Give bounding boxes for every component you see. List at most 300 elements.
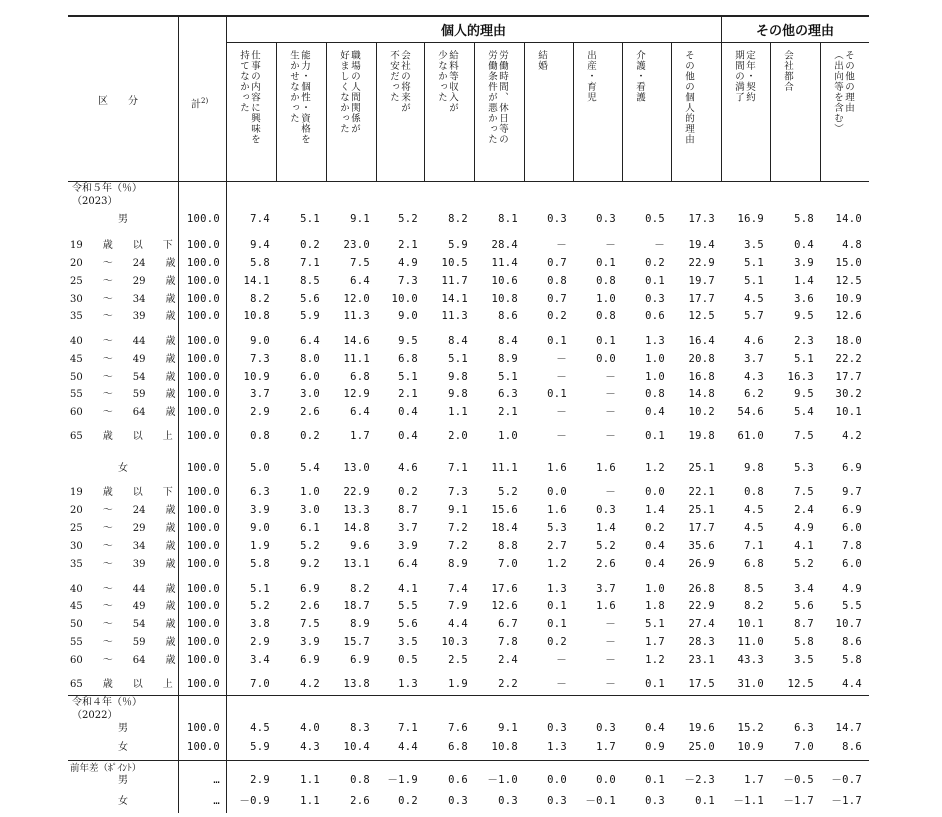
table-cell: 0.8 [250, 430, 270, 442]
table-cell: 28.3 [688, 636, 715, 648]
table-cell: 6.9 [300, 583, 320, 595]
table-cell: 100.0 [186, 540, 220, 552]
table-cell: 1.7 [596, 741, 616, 753]
table-cell: 100.0 [186, 371, 220, 383]
row-label-sex: 女 [118, 463, 128, 474]
table-cell: 8.2 [250, 293, 270, 305]
total-divider-lower [226, 695, 227, 813]
table-cell: 9.5 [794, 388, 814, 400]
column-header: 会社の将来が 不安だった [388, 50, 410, 113]
table-cell: 0.2 [398, 795, 418, 807]
row-label-age: 35 ～ 39 歳 [70, 559, 176, 570]
row-label-age: 55 ～ 59 歳 [70, 389, 176, 400]
table-cell: 14.1 [243, 275, 270, 287]
table-cell: －1.1 [733, 795, 764, 807]
table-cell: 0.0 [596, 774, 616, 786]
table-cell: 10.4 [343, 741, 370, 753]
table-cell: 9.1 [350, 213, 370, 225]
table-cell: 8.5 [744, 583, 764, 595]
table-cell: －1.7 [783, 795, 814, 807]
column-header: 結婚 [536, 50, 547, 71]
table-cell: －1.7 [831, 795, 862, 807]
table-cell: 0.8 [596, 310, 616, 322]
table-cell: 2.1 [398, 239, 418, 251]
table-cell: 12.5 [688, 310, 715, 322]
table-cell: 10.8 [243, 310, 270, 322]
table-cell: 6.1 [300, 522, 320, 534]
table-cell: 12.5 [835, 275, 862, 287]
section-rule [68, 695, 869, 696]
table-cell: 43.3 [737, 654, 764, 666]
table-cell: 5.2 [300, 540, 320, 552]
table-cell: － [605, 406, 616, 418]
table-cell: 1.0 [645, 583, 665, 595]
table-cell: 0.1 [645, 275, 665, 287]
table-cell: … [213, 774, 220, 786]
total-header: 計$^{2)}$ [191, 97, 209, 111]
table-cell: 35.6 [688, 540, 715, 552]
table-cell: 8.8 [498, 540, 518, 552]
table-cell: 15.0 [835, 257, 862, 269]
table-cell: 7.5 [794, 430, 814, 442]
table-cell: 13.1 [343, 558, 370, 570]
table-cell: 1.2 [547, 558, 567, 570]
table-cell: 4.0 [300, 722, 320, 734]
table-cell: 5.4 [794, 406, 814, 418]
table-cell: 0.4 [398, 430, 418, 442]
table-cell: 4.2 [300, 678, 320, 690]
table-cell: 3.5 [794, 654, 814, 666]
table-cell: 1.4 [794, 275, 814, 287]
table-cell: －0.7 [831, 774, 862, 786]
section-rule [68, 760, 869, 761]
table-cell: 100.0 [186, 486, 220, 498]
table-cell: 5.9 [448, 239, 468, 251]
table-cell: 12.9 [343, 388, 370, 400]
section-subtitle: （2022） [72, 710, 118, 721]
column-header: その他の個人的理由 [683, 50, 694, 145]
table-cell: 31.0 [737, 678, 764, 690]
table-cell: 4.4 [842, 678, 862, 690]
row-label-age: 45 ～ 49 歳 [70, 601, 176, 612]
row-label-age: 55 ～ 59 歳 [70, 637, 176, 648]
row-label-age: 40 ～ 44 歳 [70, 584, 176, 595]
table-cell: 1.0 [645, 371, 665, 383]
column-header: その他の理由 （出向等を含む） [832, 50, 854, 134]
table-cell: 14.8 [688, 388, 715, 400]
table-cell: 0.1 [645, 430, 665, 442]
table-cell: 100.0 [186, 636, 220, 648]
table-cell: 7.2 [448, 540, 468, 552]
total-footnote-mark: 2) [201, 97, 209, 105]
table-cell: 0.3 [596, 722, 616, 734]
column-header: 介護・看護 [634, 50, 645, 103]
column-divider [770, 42, 771, 181]
table-cell: 10.0 [391, 293, 418, 305]
table-cell: 28.4 [491, 239, 518, 251]
table-cell: 1.9 [448, 678, 468, 690]
table-cell: 1.6 [596, 462, 616, 474]
table-cell: 0.2 [398, 486, 418, 498]
table-cell: 11.7 [441, 275, 468, 287]
table-cell: 0.2 [300, 239, 320, 251]
row-label-age: 35 ～ 39 歳 [70, 311, 176, 322]
table-cell: 9.0 [398, 310, 418, 322]
row-label-age: 60 ～ 64 歳 [70, 407, 176, 418]
table-cell: 61.0 [737, 430, 764, 442]
table-cell: － [654, 239, 665, 251]
table-cell: 2.3 [794, 335, 814, 347]
table-cell: 9.5 [794, 310, 814, 322]
column-divider [424, 42, 425, 181]
table-cell: 0.8 [547, 275, 567, 287]
table-cell: 11.1 [343, 353, 370, 365]
table-cell: 13.0 [343, 462, 370, 474]
table-cell: 2.2 [498, 678, 518, 690]
table-cell: 10.9 [737, 741, 764, 753]
table-cell: 4.9 [398, 257, 418, 269]
table-cell: 0.3 [448, 795, 468, 807]
table-cell: 0.4 [645, 558, 665, 570]
table-cell: 5.6 [300, 293, 320, 305]
table-cell: － [556, 406, 567, 418]
table-cell: 2.4 [498, 654, 518, 666]
table-cell: 6.0 [842, 522, 862, 534]
table-cell: 6.2 [744, 388, 764, 400]
table-cell: 5.2 [498, 486, 518, 498]
table-cell: 7.0 [794, 741, 814, 753]
table-cell: 22.1 [688, 486, 715, 498]
table-cell: 1.2 [645, 654, 665, 666]
table-cell: 8.7 [794, 618, 814, 630]
table-cell: 0.2 [645, 522, 665, 534]
column-header: 給料等収入が 少なかった [436, 50, 458, 113]
table-cell: 1.3 [398, 678, 418, 690]
table-cell: 6.3 [250, 486, 270, 498]
table-cell: 4.1 [794, 540, 814, 552]
table-cell: 100.0 [186, 213, 220, 225]
table-cell: 0.5 [398, 654, 418, 666]
table-cell: 7.1 [398, 722, 418, 734]
table-cell: － [605, 636, 616, 648]
table-cell: 25.1 [688, 462, 715, 474]
table-cell: 22.9 [688, 257, 715, 269]
table-cell: 5.1 [645, 618, 665, 630]
table-cell: 19.4 [688, 239, 715, 251]
row-label-age: 25 ～ 29 歳 [70, 523, 176, 534]
table-cell: 6.9 [842, 462, 862, 474]
table-cell: － [605, 654, 616, 666]
table-cell: 7.6 [448, 722, 468, 734]
table-cell: － [556, 430, 567, 442]
table-cell: 6.8 [350, 371, 370, 383]
table-cell: 0.3 [596, 213, 616, 225]
table-cell: 2.1 [398, 388, 418, 400]
table-cell: 0.1 [547, 618, 567, 630]
table-cell: 3.7 [744, 353, 764, 365]
table-cell: 5.8 [250, 257, 270, 269]
table-cell: 14.0 [835, 213, 862, 225]
table-cell: 6.4 [398, 558, 418, 570]
table-cell: 5.2 [596, 540, 616, 552]
table-cell: 0.1 [645, 774, 665, 786]
table-cell: 15.6 [491, 504, 518, 516]
table-cell: 8.6 [498, 310, 518, 322]
table-cell: 17.5 [688, 678, 715, 690]
table-cell: 1.8 [645, 600, 665, 612]
table-cell: 5.9 [300, 310, 320, 322]
table-cell: － [605, 678, 616, 690]
row-label-age: 19 歳 以 下 [70, 487, 173, 498]
table-cell: 7.5 [300, 618, 320, 630]
table-cell: 7.2 [448, 522, 468, 534]
table-cell: 8.1 [498, 213, 518, 225]
table-cell: 11.1 [491, 462, 518, 474]
table-cell: 100.0 [186, 678, 220, 690]
table-cell: 2.0 [448, 430, 468, 442]
table-cell: 10.8 [491, 293, 518, 305]
table-cell: 100.0 [186, 618, 220, 630]
table-cell: 0.7 [547, 257, 567, 269]
table-cell: 6.8 [744, 558, 764, 570]
table-cell: 8.9 [350, 618, 370, 630]
table-cell: 4.4 [448, 618, 468, 630]
table-cell: 2.6 [300, 600, 320, 612]
table-cell: 6.3 [498, 388, 518, 400]
table-cell: 1.1 [300, 774, 320, 786]
table-cell: 3.7 [398, 522, 418, 534]
table-cell: 0.2 [645, 257, 665, 269]
table-cell: 1.0 [645, 353, 665, 365]
table-cell: 7.4 [448, 583, 468, 595]
table-cell: 0.2 [547, 310, 567, 322]
table-cell: 0.1 [645, 678, 665, 690]
table-cell: 1.6 [547, 462, 567, 474]
table-cell: 7.3 [250, 353, 270, 365]
table-cell: 7.5 [794, 486, 814, 498]
row-label-sex: 男 [118, 723, 128, 734]
column-divider [326, 42, 327, 181]
table-cell: 9.0 [250, 522, 270, 534]
table-cell: 0.3 [498, 795, 518, 807]
table-cell: 1.9 [250, 540, 270, 552]
table-cell: 1.0 [300, 486, 320, 498]
table-cell: 12.0 [343, 293, 370, 305]
row-label-age: 65 歳 以 上 [70, 431, 173, 442]
table-cell: 8.4 [498, 335, 518, 347]
group-header-other: その他の理由 [755, 24, 834, 39]
row-label-age: 30 ～ 34 歳 [70, 541, 176, 552]
table-cell: 5.9 [250, 741, 270, 753]
table-cell: 4.8 [842, 239, 862, 251]
table-cell: 5.3 [794, 462, 814, 474]
column-divider [376, 42, 377, 181]
table-cell: 14.7 [835, 722, 862, 734]
table-cell: 5.2 [398, 213, 418, 225]
table-cell: 10.7 [835, 618, 862, 630]
table-cell: 100.0 [186, 741, 220, 753]
table-cell: 14.6 [343, 335, 370, 347]
table-cell: 2.6 [350, 795, 370, 807]
table-cell: 100.0 [186, 310, 220, 322]
table-cell: 2.4 [794, 504, 814, 516]
table-cell: －0.1 [585, 795, 616, 807]
column-divider [671, 42, 672, 181]
table-cell: 5.1 [744, 275, 764, 287]
table-cell: 0.3 [645, 293, 665, 305]
table-cell: 0.8 [744, 486, 764, 498]
table-cell: 0.4 [398, 406, 418, 418]
table-cell: 4.6 [744, 335, 764, 347]
table-cell: 9.1 [448, 504, 468, 516]
table-cell: 8.9 [448, 558, 468, 570]
table-cell: 17.6 [491, 583, 518, 595]
table-cell: －0.9 [239, 795, 270, 807]
table-cell: 0.8 [596, 275, 616, 287]
table-cell: 10.3 [441, 636, 468, 648]
table-cell: 100.0 [186, 654, 220, 666]
table-cell: 2.6 [300, 406, 320, 418]
table-cell: 3.9 [300, 636, 320, 648]
table-cell: 6.7 [498, 618, 518, 630]
table-cell: 100.0 [186, 293, 220, 305]
table-cell: 7.8 [498, 636, 518, 648]
table-cell: 7.1 [448, 462, 468, 474]
table-cell: 8.7 [398, 504, 418, 516]
table-cell: 9.4 [250, 239, 270, 251]
table-cell: 0.1 [547, 335, 567, 347]
table-cell: －2.3 [684, 774, 715, 786]
table-cell: 8.0 [300, 353, 320, 365]
table-cell: 4.5 [744, 522, 764, 534]
table-cell: 10.6 [491, 275, 518, 287]
table-cell: 0.1 [547, 388, 567, 400]
table-cell: 1.1 [300, 795, 320, 807]
column-header: 会社都合 [782, 50, 793, 92]
row-label-age: 45 ～ 49 歳 [70, 354, 176, 365]
group-header-personal: 個人的理由 [440, 24, 506, 39]
table-cell: 4.9 [842, 583, 862, 595]
table-cell: 6.3 [794, 722, 814, 734]
table-cell: 4.5 [250, 722, 270, 734]
table-cell: 4.6 [398, 462, 418, 474]
table-cell: － [605, 388, 616, 400]
column-header: 定年・契約 期間の満了 [733, 50, 755, 103]
table-cell: 6.8 [448, 741, 468, 753]
table-cell: 0.7 [547, 293, 567, 305]
table-cell: 7.4 [250, 213, 270, 225]
table-cell: 100.0 [186, 239, 220, 251]
table-cell: 7.8 [842, 540, 862, 552]
table-cell: 16.8 [688, 371, 715, 383]
table-cell: － [556, 353, 567, 365]
table-cell: 1.1 [448, 406, 468, 418]
table-cell: 9.0 [250, 335, 270, 347]
table-cell: 5.3 [547, 522, 567, 534]
table-cell: 0.1 [596, 257, 616, 269]
table-cell: 1.2 [645, 462, 665, 474]
table-cell: 54.6 [737, 406, 764, 418]
table-cell: 0.4 [645, 722, 665, 734]
table-cell: 10.9 [243, 371, 270, 383]
table-cell: 6.9 [842, 504, 862, 516]
table-cell: 3.7 [250, 388, 270, 400]
table-cell: 0.8 [350, 774, 370, 786]
kubun-header: 区 分 [98, 96, 138, 107]
table-cell: 10.1 [835, 406, 862, 418]
row-label-age: 50 ～ 54 歳 [70, 619, 176, 630]
table-cell: － [556, 239, 567, 251]
table-cell: 11.0 [737, 636, 764, 648]
table-cell: 7.0 [498, 558, 518, 570]
table-cell: 0.3 [547, 722, 567, 734]
table-cell: 11.3 [343, 310, 370, 322]
table-cell: 4.5 [744, 293, 764, 305]
table-cell: 2.9 [250, 406, 270, 418]
table-cell: 100.0 [186, 430, 220, 442]
table-cell: 30.2 [835, 388, 862, 400]
column-header: 出産・育児 [585, 50, 596, 103]
table-cell: 5.4 [300, 462, 320, 474]
table-cell: 2.7 [547, 540, 567, 552]
table-cell: 7.1 [744, 540, 764, 552]
table-cell: 5.7 [744, 310, 764, 322]
table-cell: 12.5 [787, 678, 814, 690]
table-cell: 0.1 [695, 795, 715, 807]
table-cell: 2.9 [250, 636, 270, 648]
row-label-age: 60 ～ 64 歳 [70, 655, 176, 666]
table-cell: 10.9 [835, 293, 862, 305]
table-cell: 6.4 [350, 406, 370, 418]
column-divider [573, 42, 574, 181]
header-bottom-rule [68, 181, 869, 182]
table-cell: 6.0 [842, 558, 862, 570]
table-cell: 3.9 [250, 504, 270, 516]
table-cell: － [605, 430, 616, 442]
table-cell: 100.0 [186, 522, 220, 534]
section-title: 令和４年（％） [72, 697, 142, 708]
table-cell: … [213, 795, 220, 807]
table-cell: 8.2 [350, 583, 370, 595]
table-cell: 16.4 [688, 335, 715, 347]
table-cell: 10.1 [737, 618, 764, 630]
table-cell: 8.6 [842, 636, 862, 648]
table-cell: 23.0 [343, 239, 370, 251]
table-cell: 5.5 [398, 600, 418, 612]
table-cell: 2.5 [448, 654, 468, 666]
table-cell: 5.1 [398, 371, 418, 383]
table-cell: 22.9 [688, 600, 715, 612]
table-cell: 7.3 [448, 486, 468, 498]
table-cell: 0.6 [645, 310, 665, 322]
table-cell: 5.8 [794, 213, 814, 225]
table-cell: 100.0 [186, 600, 220, 612]
table-cell: 1.3 [547, 741, 567, 753]
table-cell: 100.0 [186, 558, 220, 570]
table-cell: 17.3 [688, 213, 715, 225]
column-divider [820, 42, 821, 181]
column-divider [474, 42, 475, 181]
table-cell: 18.0 [835, 335, 862, 347]
table-cell: 23.1 [688, 654, 715, 666]
table-cell: 2.6 [596, 558, 616, 570]
table-cell: 9.8 [448, 371, 468, 383]
table-cell: 9.8 [448, 388, 468, 400]
table-cell: 15.7 [343, 636, 370, 648]
table-cell: 13.8 [343, 678, 370, 690]
table-cell: 0.0 [645, 486, 665, 498]
table-cell: 4.1 [398, 583, 418, 595]
